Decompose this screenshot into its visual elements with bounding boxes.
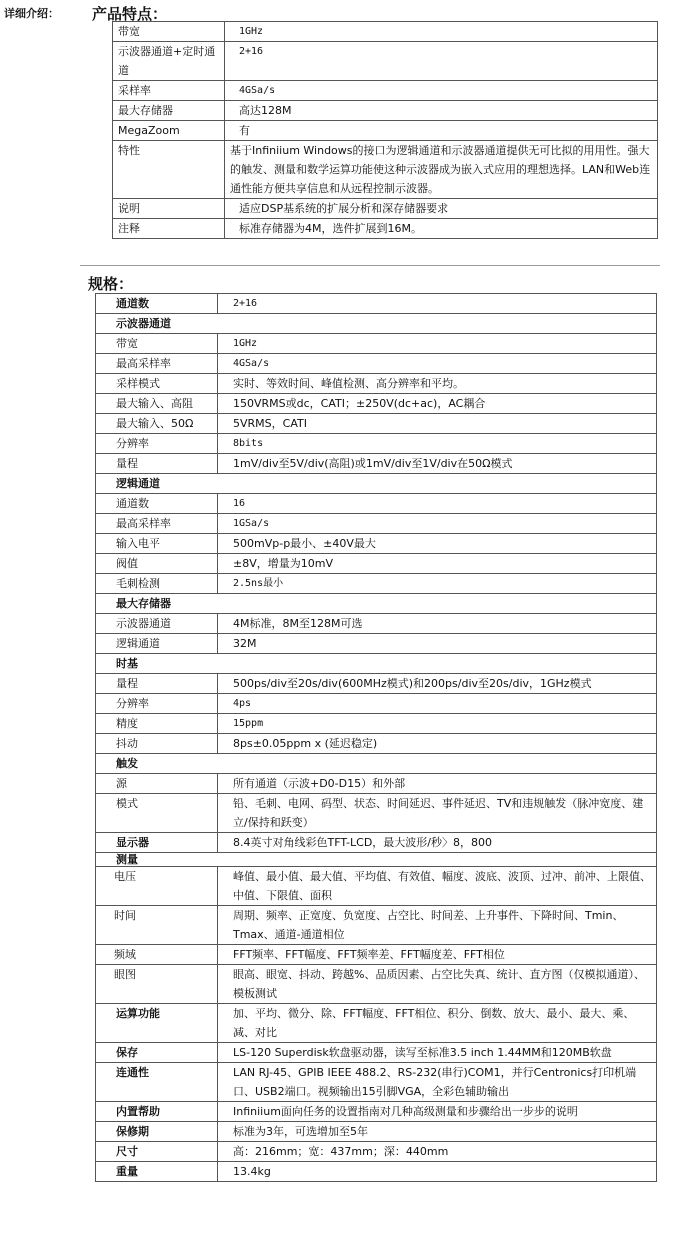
row-key: 最高采样率: [96, 514, 218, 534]
row-key: 带宽: [96, 334, 218, 354]
table-row: [96, 867, 657, 906]
row-value: ±8V，增量为10mV: [218, 554, 657, 574]
table-row: [96, 833, 657, 853]
table-row: [113, 121, 658, 141]
table-row: [96, 294, 657, 314]
section-row: [96, 474, 657, 494]
table-row: [113, 81, 658, 101]
table-row: [96, 1162, 657, 1182]
section-row: [96, 754, 657, 774]
table-row: [96, 494, 657, 514]
row-value: 基于Infiniium Windows的接口为逻辑通道和示波器通道提供无可比拟的用用性。强大的触发、测量和数学运算功能使这种示波器成为嵌入式应用的理想选择。LAN和Web连通性能方便共享信息和从远程控制示波器。: [225, 141, 658, 199]
table-row: [96, 454, 657, 474]
row-value: 500mVp-p最小、±40V最大: [218, 534, 657, 554]
intro-label: 详细介绍：: [4, 7, 59, 20]
row-key: 频域: [96, 945, 218, 965]
table-row: [96, 674, 657, 694]
row-value: 眼高、眼宽、抖动、跨越%、品质因素、占空比失真、统计、直方图（仅模拟通道）、模板测试: [218, 965, 657, 1004]
row-key: 源: [96, 774, 218, 794]
section-header: 最大存储器: [96, 594, 657, 614]
row-key: 采样模式: [96, 374, 218, 394]
row-value: 标准为3年，可选增加至5年: [218, 1122, 657, 1142]
table-row: [96, 414, 657, 434]
row-value: 4GSa/s: [225, 81, 658, 101]
row-key: 最大存储器: [113, 101, 225, 121]
specs-table: [95, 293, 657, 1182]
row-value: 适应DSP基系统的扩展分析和深存储器要求: [225, 199, 658, 219]
table-row: [96, 1004, 657, 1043]
row-value: 高：216mm；宽：437mm；深：440mm: [218, 1142, 657, 1162]
table-row: [96, 1122, 657, 1142]
row-value: 1GHz: [218, 334, 657, 354]
table-row: [96, 534, 657, 554]
features-table: [112, 21, 658, 239]
row-value: 2.5ns最小: [218, 574, 657, 594]
row-value: 周期、频率、正宽度、负宽度、占空比、时间差、上升事件、下降时间、Tmin、Tmax、通道-通道相位: [218, 906, 657, 945]
row-value: LS-120 Superdisk软盘驱动器，读写至标准3.5 inch 1.44MM和120MB软盘: [218, 1043, 657, 1063]
table-row: [113, 141, 658, 199]
row-value: 实时、等效时间、峰值检测、高分辨率和平均。: [218, 374, 657, 394]
section-header: 时基: [96, 654, 657, 674]
row-value: FFT频率、FFT幅度、FFT频率差、FFT幅度差、FFT相位: [218, 945, 657, 965]
row-value: Infiniium面向任务的设置指南对几种高级测量和步骤给出一步步的说明: [218, 1102, 657, 1122]
features-title: 产品特点：: [92, 5, 168, 23]
table-row: [96, 906, 657, 945]
table-row: [96, 554, 657, 574]
row-value: 500ps/div至20s/div(600MHz模式)和200ps/div至20s/div，1GHz模式: [218, 674, 657, 694]
row-key: 毛刺检测: [96, 574, 218, 594]
section-row: [96, 314, 657, 334]
row-key: 时间: [96, 906, 218, 945]
row-value: 2+16: [225, 42, 658, 81]
table-row: [96, 614, 657, 634]
row-key: 量程: [96, 454, 218, 474]
table-row: [96, 1142, 657, 1162]
section-header: 逻辑通道: [96, 474, 657, 494]
row-key: 通道数: [96, 294, 218, 314]
row-key: MegaZoom: [113, 121, 225, 141]
row-key: 重量: [96, 1162, 218, 1182]
table-row: [113, 22, 658, 42]
table-row: [96, 334, 657, 354]
row-value: 150VRMS或dc，CATI；±250V(dc+ac)，AC耦合: [218, 394, 657, 414]
table-row: [96, 434, 657, 454]
section-row: [96, 594, 657, 614]
table-row: [96, 634, 657, 654]
row-key: 分辨率: [96, 434, 218, 454]
row-value: 1GSa/s: [218, 514, 657, 534]
table-row: [96, 774, 657, 794]
table-row: [96, 1102, 657, 1122]
row-value: 高达128M: [225, 101, 658, 121]
row-key: 通道数: [96, 494, 218, 514]
section-header: 测量: [96, 853, 657, 867]
row-key: 最大输入、高阻: [96, 394, 218, 414]
table-row: [113, 101, 658, 121]
row-value: 32M: [218, 634, 657, 654]
row-key: 输入电平: [96, 534, 218, 554]
row-key: 最高采样率: [96, 354, 218, 374]
row-key: 注释: [113, 219, 225, 239]
row-key: 模式: [96, 794, 218, 833]
row-value: 5VRMS，CATI: [218, 414, 657, 434]
row-key: 连通性: [96, 1063, 218, 1102]
row-value: 1mV/div至5V/div(高阻)或1mV/div至1V/div在50Ω模式: [218, 454, 657, 474]
row-value: 所有通道（示波+D0-D15）和外部: [218, 774, 657, 794]
row-key: 示波器通道+定时通道: [113, 42, 225, 81]
row-key: 阀值: [96, 554, 218, 574]
row-value: 峰值、最小值、最大值、平均值、有效值、幅度、波底、波顶、过冲、前冲、上限值、中值、下限值、面积: [218, 867, 657, 906]
section-header: 触发: [96, 754, 657, 774]
section-row: [96, 654, 657, 674]
row-value: 15ppm: [218, 714, 657, 734]
row-key: 保修期: [96, 1122, 218, 1142]
specs-title: 规格：: [88, 275, 134, 293]
row-value: 4M标准，8M至128M可选: [218, 614, 657, 634]
table-row: [96, 394, 657, 414]
row-value: 16: [218, 494, 657, 514]
row-key: 显示器: [96, 833, 218, 853]
table-row: [96, 374, 657, 394]
section-divider: [80, 265, 660, 266]
table-row: [96, 945, 657, 965]
row-key: 示波器通道: [96, 614, 218, 634]
table-row: [96, 965, 657, 1004]
row-value: 1GHz: [225, 22, 658, 42]
row-value: 8ps±0.05ppm x (延迟稳定): [218, 734, 657, 754]
section-row: [96, 853, 657, 867]
row-key: 保存: [96, 1043, 218, 1063]
row-key: 特性: [113, 141, 225, 199]
row-value: 2+16: [218, 294, 657, 314]
table-row: [113, 219, 658, 239]
row-value: 8.4英寸对角线彩色TFT-LCD，最大波形/秒〉8，800: [218, 833, 657, 853]
table-row: [96, 714, 657, 734]
row-key: 最大输入、50Ω: [96, 414, 218, 434]
row-value: 13.4kg: [218, 1162, 657, 1182]
row-key: 量程: [96, 674, 218, 694]
row-value: 铅、毛刺、电网、码型、状态、时间延迟、事件延迟、TV和违规触发（脉冲宽度、建立/保持和跃变）: [218, 794, 657, 833]
row-key: 电压: [96, 867, 218, 906]
row-value: LAN RJ-45、GPIB IEEE 488.2、RS-232(串行)COM1，并行Centronics打印机端口、USB2端口。视频输出15引脚VGA，全彩色辅助输出: [218, 1063, 657, 1102]
row-key: 内置帮助: [96, 1102, 218, 1122]
row-key: 精度: [96, 714, 218, 734]
section-header: 示波器通道: [96, 314, 657, 334]
table-row: [96, 694, 657, 714]
row-key: 抖动: [96, 734, 218, 754]
table-row: [96, 1063, 657, 1102]
table-row: [113, 199, 658, 219]
row-key: 说明: [113, 199, 225, 219]
table-row: [96, 514, 657, 534]
row-value: 有: [225, 121, 658, 141]
row-value: 4GSa/s: [218, 354, 657, 374]
row-key: 运算功能: [96, 1004, 218, 1043]
row-key: 采样率: [113, 81, 225, 101]
table-row: [96, 354, 657, 374]
row-key: 眼图: [96, 965, 218, 1004]
table-row: [96, 574, 657, 594]
table-row: [96, 1043, 657, 1063]
table-row: [96, 794, 657, 833]
row-value: 4ps: [218, 694, 657, 714]
row-value: 8bits: [218, 434, 657, 454]
row-key: 尺寸: [96, 1142, 218, 1162]
table-row: [113, 42, 658, 81]
table-row: [96, 734, 657, 754]
row-value: 加、平均、微分、除、FFT幅度、FFT相位、积分、倒数、放大、最小、最大、乘、减、对比: [218, 1004, 657, 1043]
row-key: 分辨率: [96, 694, 218, 714]
row-key: 带宽: [113, 22, 225, 42]
row-value: 标准存储器为4M，选件扩展到16M。: [225, 219, 658, 239]
row-key: 逻辑通道: [96, 634, 218, 654]
